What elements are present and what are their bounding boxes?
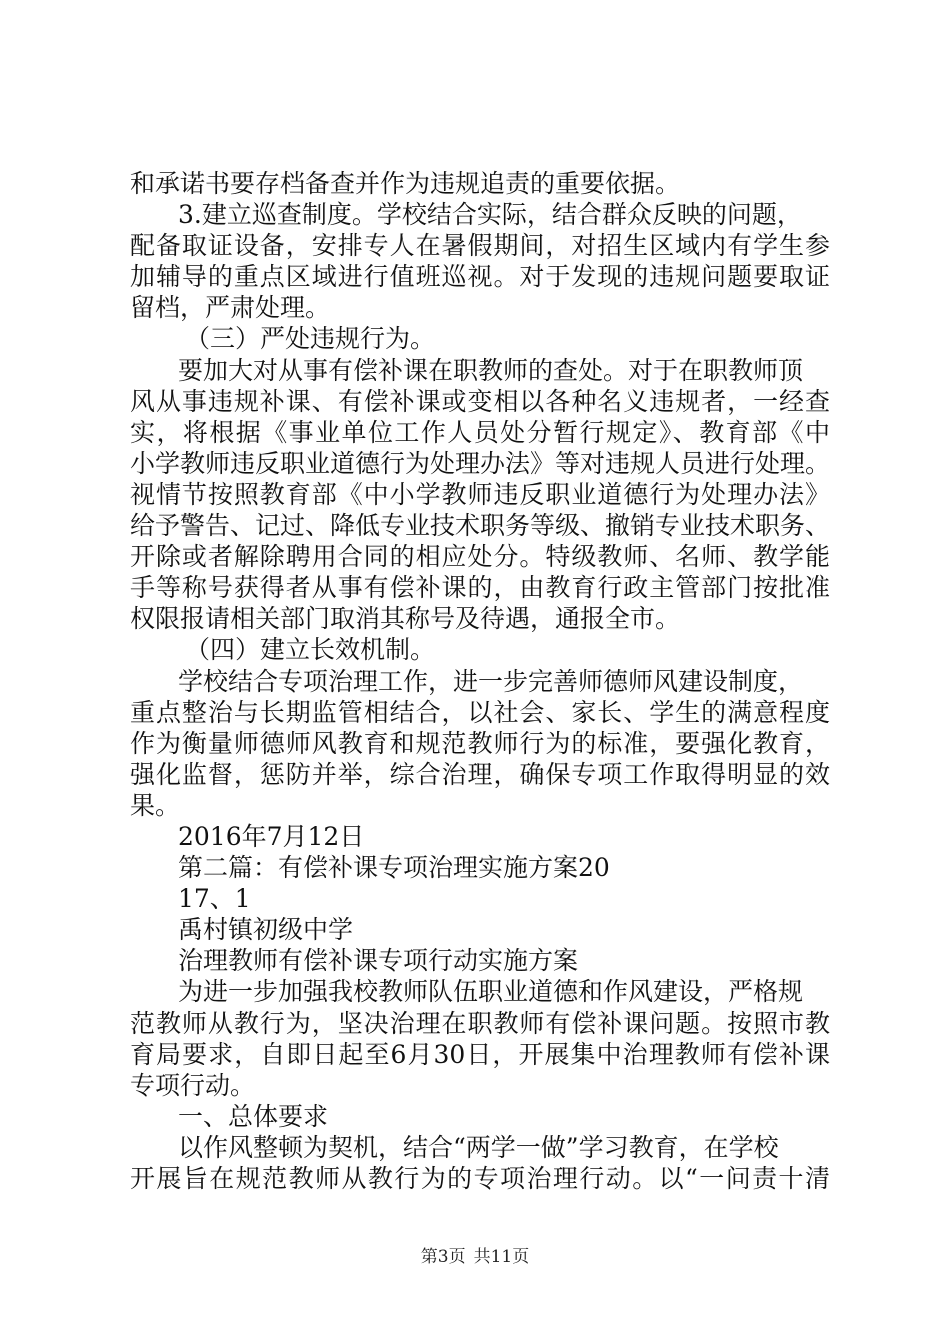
- text-line: 开展旨在规范教师从教行为的专项治理行动。以“一问责十清: [130, 1164, 830, 1193]
- text-line: 实，将根据《事业单位工作人员处分暂行规定》、教育部《中: [130, 417, 830, 447]
- section-heading: （三）严处违规行为。: [185, 324, 436, 354]
- text-line: 重点整治与长期监管相结合，以社会、家长、学生的满意程度: [130, 697, 830, 727]
- text-line: 学校结合专项治理工作，进一步完善师德师风建设制度，: [178, 666, 804, 696]
- section-heading: （四）建立长效机制。: [185, 635, 436, 665]
- text-line: 小学教师违反职业道德行为处理办法》等对违规人员进行处理。: [130, 448, 831, 478]
- text-line: 给予警告、记过、降低专业技术职务等级、撤销专业技术职务、: [130, 511, 831, 541]
- page-footer: [0, 1242, 950, 1267]
- text-line: 手等称号获得者从事有偿补课的，由教育行政主管部门按批准: [130, 573, 830, 603]
- text-line: 3.建立巡查制度。学校结合实际，结合群众反映的问题，: [178, 200, 802, 230]
- plan-title: 治理教师有偿补课专项行动实施方案: [178, 946, 579, 976]
- text-line: 视情节按照教育部《中小学教师违反职业道德行为处理办法》: [130, 479, 830, 509]
- text-line: 范教师从教行为，坚决治理在职教师有偿补课问题。按照市教: [130, 1008, 830, 1038]
- text-line: 作为衡量师德师风教育和规范教师行为的标准，要强化教育，: [130, 728, 830, 758]
- text-line: 育局要求，自即日起至6月30日，开展集中治理教师有偿补课: [130, 1039, 830, 1069]
- text-line: 和承诺书要存档备查并作为违规追责的重要依据。: [130, 169, 681, 198]
- text-line: 17、1: [178, 884, 251, 914]
- page-number-current: 第3页: [420, 1247, 466, 1267]
- text-line: 专项行动。: [130, 1070, 256, 1100]
- text-line: 强化监督，惩防并举，综合治理，确保专项工作取得明显的效: [130, 759, 830, 789]
- text-line: 以作风整顿为契机，结合“两学一做”学习教育，在学校: [178, 1132, 779, 1162]
- text-line: 配备取证设备，安排专人在暑假期间，对招生区域内有学生参: [130, 231, 830, 261]
- text-line: 为进一步加强我校教师队伍职业道德和作风建设，严格规: [178, 977, 804, 1007]
- section-heading: 一、总体要求: [178, 1101, 329, 1131]
- school-name: 禹村镇初级中学: [178, 915, 354, 945]
- document-body: [130, 168, 830, 1194]
- date-line: 2016年7月12日: [178, 821, 365, 851]
- text-line: 风从事违规补课、有偿补课或变相以各种名义违规者，一经查: [130, 386, 830, 416]
- text-line: 要加大对从事有偿补课在职教师的查处。对于在职教师顶: [178, 355, 804, 385]
- chapter-title: 第二篇：有偿补课专项治理实施方案20: [178, 853, 610, 883]
- page-number-total: 共11页: [473, 1247, 530, 1267]
- text-line: 加辅导的重点区域进行值班巡视。对于发现的违规问题要取证: [130, 262, 830, 292]
- text-line: 权限报请相关部门取消其称号及待遇，通报全市。: [130, 604, 681, 634]
- text-line: 果。: [130, 790, 181, 820]
- text-line: 开除或者解除聘用合同的相应处分。特级教师、名师、教学能: [130, 542, 830, 572]
- text-line: 留档，严肃处理。: [130, 293, 331, 323]
